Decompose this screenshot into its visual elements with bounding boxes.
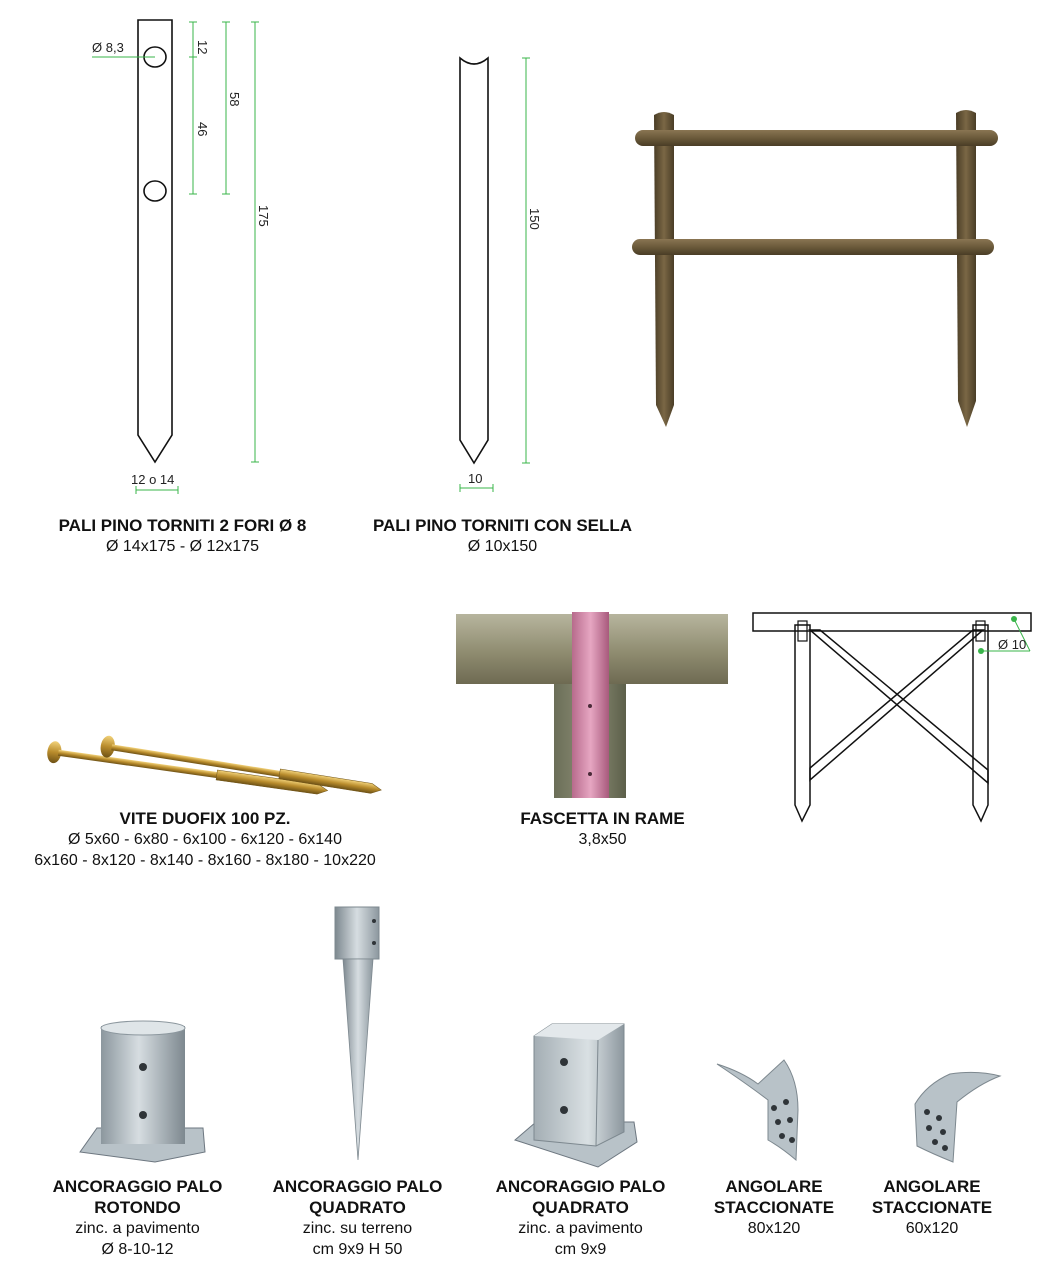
hole-bottom [144,181,166,201]
caption-line-1: zinc. a pavimento [75,1220,200,1237]
caption-title-1: ANGOLARE [725,1177,823,1196]
caption-title: FASCETTA IN RAME [520,809,685,828]
caption-title: PALI PINO TORNITI 2 FORI Ø 8 [58,516,307,535]
caption-title-2: QUADRATO [532,1198,629,1217]
caption-line-2: cm 9x9 [554,1241,607,1258]
caption-line-2: 6x160 - 8x120 - 8x140 - 8x160 - 8x180 - 10x220 [34,852,376,869]
caption-title-1: ANCORAGGIO PALO [52,1177,223,1196]
round-anchor-image [75,1020,215,1165]
dim-width-label: 10 [468,471,483,486]
caption-title: VITE DUOFIX 100 PZ. [119,809,291,828]
dim-top-label: 12 [195,40,210,55]
caption-line-1: Ø 5x60 - 6x80 - 6x100 - 6x120 - 6x140 [68,831,342,848]
caption-angolare-80 [700,1176,848,1239]
trestle-drawing [750,605,1050,835]
dim-width-label: 12 o 14 [131,472,175,487]
caption-title-2: QUADRATO [309,1198,406,1217]
caption-subtitle: Ø 14x175 - Ø 12x175 [106,538,259,555]
duofix-screws-image [40,735,390,800]
caption-subtitle: Ø 10x150 [467,538,538,555]
caption-line-1: zinc. su terreno [302,1220,413,1237]
caption-title-1: ANCORAGGIO PALO [272,1177,443,1196]
caption-line-1: 60x120 [905,1220,959,1237]
caption-title-1: ANGOLARE [883,1177,981,1196]
pole-saddle-drawing [440,50,560,500]
caption-line-1: 80x120 [747,1220,801,1237]
caption-pali-sella [345,515,660,557]
dim-diameter-label: Ø 10 [998,637,1027,652]
dim-spacing-label: 46 [195,122,210,137]
caption-title-2: STACCIONATE [713,1198,835,1217]
caption-anc-rotondo [35,1176,240,1260]
dim-length-label: 175 [256,205,271,227]
dim-length-label: 150 [527,208,542,230]
caption-title: PALI PINO TORNITI CON SELLA [372,516,633,535]
caption-subtitle: 3,8x50 [578,831,627,848]
caption-anc-quadrato-terreno [255,1176,460,1260]
caption-title-2: ROTONDO [94,1198,181,1217]
spike-anchor-image [325,905,390,1165]
wooden-fence-image [630,105,1005,435]
caption-line-2: cm 9x9 H 50 [312,1241,403,1258]
caption-title-1: ANCORAGGIO PALO [495,1177,666,1196]
angle-bracket-60-image [905,1062,1005,1170]
pole-two-holes-drawing [80,10,300,500]
dim-second-label: 58 [227,92,242,107]
caption-fascetta [480,808,725,850]
caption-line-2: Ø 8-10-12 [101,1241,174,1258]
caption-vite [5,808,405,871]
caption-anc-quadrato-pavimento [478,1176,683,1260]
caption-title-2: STACCIONATE [871,1198,993,1217]
dim-hole-label: Ø 8,3 [92,40,124,55]
angle-bracket-80-image [712,1050,812,1165]
caption-line-1: zinc. a pavimento [518,1220,643,1237]
caption-pali-2-fori [20,515,345,557]
caption-angolare-60 [858,1176,1006,1239]
square-anchor-image [512,1022,640,1170]
copper-band-image [456,612,728,798]
